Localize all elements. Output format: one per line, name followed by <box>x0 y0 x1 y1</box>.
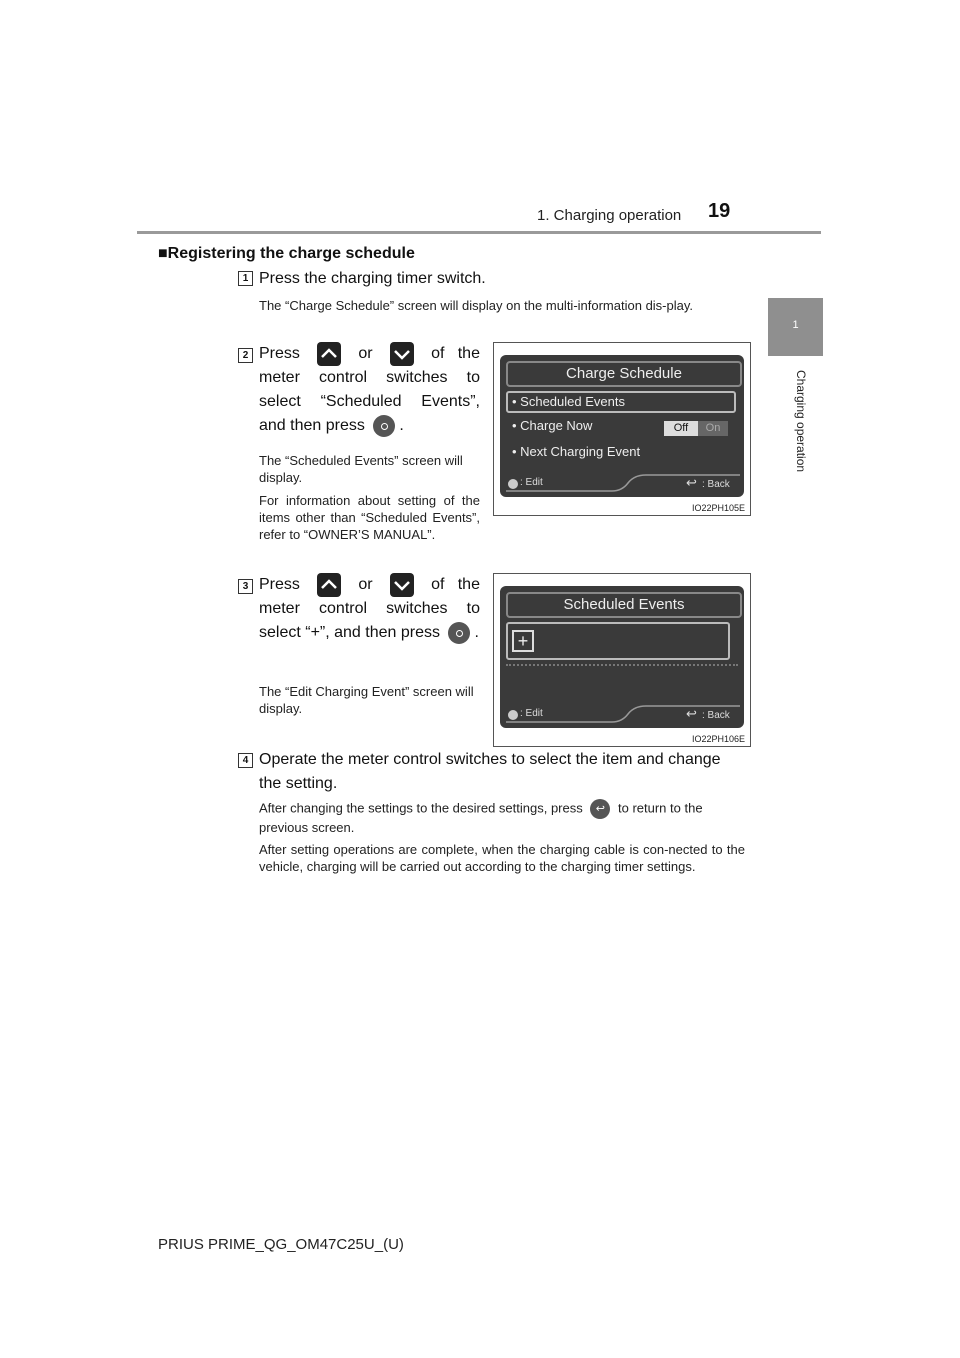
header-divider <box>137 231 821 234</box>
screen-title: Scheduled Events <box>506 592 742 618</box>
step-note: After changing the settings to the desired settings, press ↩ to return to the previous screen. <box>259 800 703 835</box>
chapter-tab: 1 <box>768 298 823 356</box>
document-code: PRIUS PRIME_QG_OM47C25U_(U) <box>158 1236 404 1253</box>
figure-code: IO22PH105E <box>692 503 746 513</box>
add-icon: + <box>512 630 534 652</box>
enter-circle-icon <box>373 415 395 437</box>
chevron-down-icon <box>390 573 414 597</box>
chevron-up-icon <box>317 342 341 366</box>
figure-code: IO22PH106E <box>692 734 746 744</box>
step-note: The “Scheduled Events” screen will display. <box>259 453 463 485</box>
display-panel <box>500 355 744 497</box>
chevron-down-icon <box>390 342 414 366</box>
header-section-title: 1. Charging operation <box>537 207 682 224</box>
step-note: The “Edit Charging Event” screen will display. <box>259 684 474 716</box>
display-panel <box>500 586 744 728</box>
screen-figure-charge-schedule <box>493 342 751 516</box>
step-note: For information about setting of the items other than “Scheduled Events”, refer to “OWNER’S MANUAL”. <box>259 493 480 542</box>
step-number: 3 <box>238 579 253 594</box>
dotted-divider <box>506 664 738 666</box>
step-instruction: Operate the meter control switches to select the item and change the setting. <box>259 751 721 792</box>
back-hint: : Back <box>702 479 730 490</box>
chevron-up-icon <box>317 573 341 597</box>
enter-circle-icon <box>448 622 470 644</box>
chapter-label: Charging operation <box>794 370 808 473</box>
section-title: ■Registering the charge schedule <box>158 245 415 262</box>
screen-figure-scheduled-events <box>493 573 751 747</box>
back-hint: : Back <box>702 710 730 721</box>
toggle-on: On <box>698 421 728 436</box>
screen-title: Charge Schedule <box>506 361 742 387</box>
toggle-off: Off <box>664 421 698 436</box>
menu-item-charge-now: • Charge Now <box>512 418 593 433</box>
step-note: After setting operations are complete, when the charging cable is con-nected to the vehicle, charging will be carried out according to the charging timer settings. <box>259 842 745 874</box>
back-arrow-icon: ↩ <box>686 706 697 721</box>
step-instruction: Press or of the meter control switches to select “+”, and then press . <box>259 573 480 645</box>
enter-circle-icon <box>508 479 518 489</box>
step-number: 1 <box>238 271 253 286</box>
menu-item-next-charging-event: • Next Charging Event <box>512 444 641 459</box>
enter-circle-icon <box>508 710 518 720</box>
step-number: 4 <box>238 753 253 768</box>
menu-item-scheduled-events: • Scheduled Events <box>506 391 736 413</box>
step-note: The “Charge Schedule” screen will display on the multi-information dis-play. <box>259 298 694 313</box>
add-event-row <box>506 622 730 660</box>
edit-hint: : Edit <box>520 708 543 719</box>
back-arrow-icon: ↩ <box>686 475 697 490</box>
step-instruction: Press or of the meter control switches to select “Scheduled Events”, and then press . <box>259 342 480 438</box>
edit-hint: : Edit <box>520 477 543 488</box>
step-instruction: Press the charging timer switch. <box>259 270 486 287</box>
page-number: 19 <box>708 200 731 222</box>
step-number: 2 <box>238 348 253 363</box>
back-arrow-icon: ↩ <box>590 799 610 819</box>
